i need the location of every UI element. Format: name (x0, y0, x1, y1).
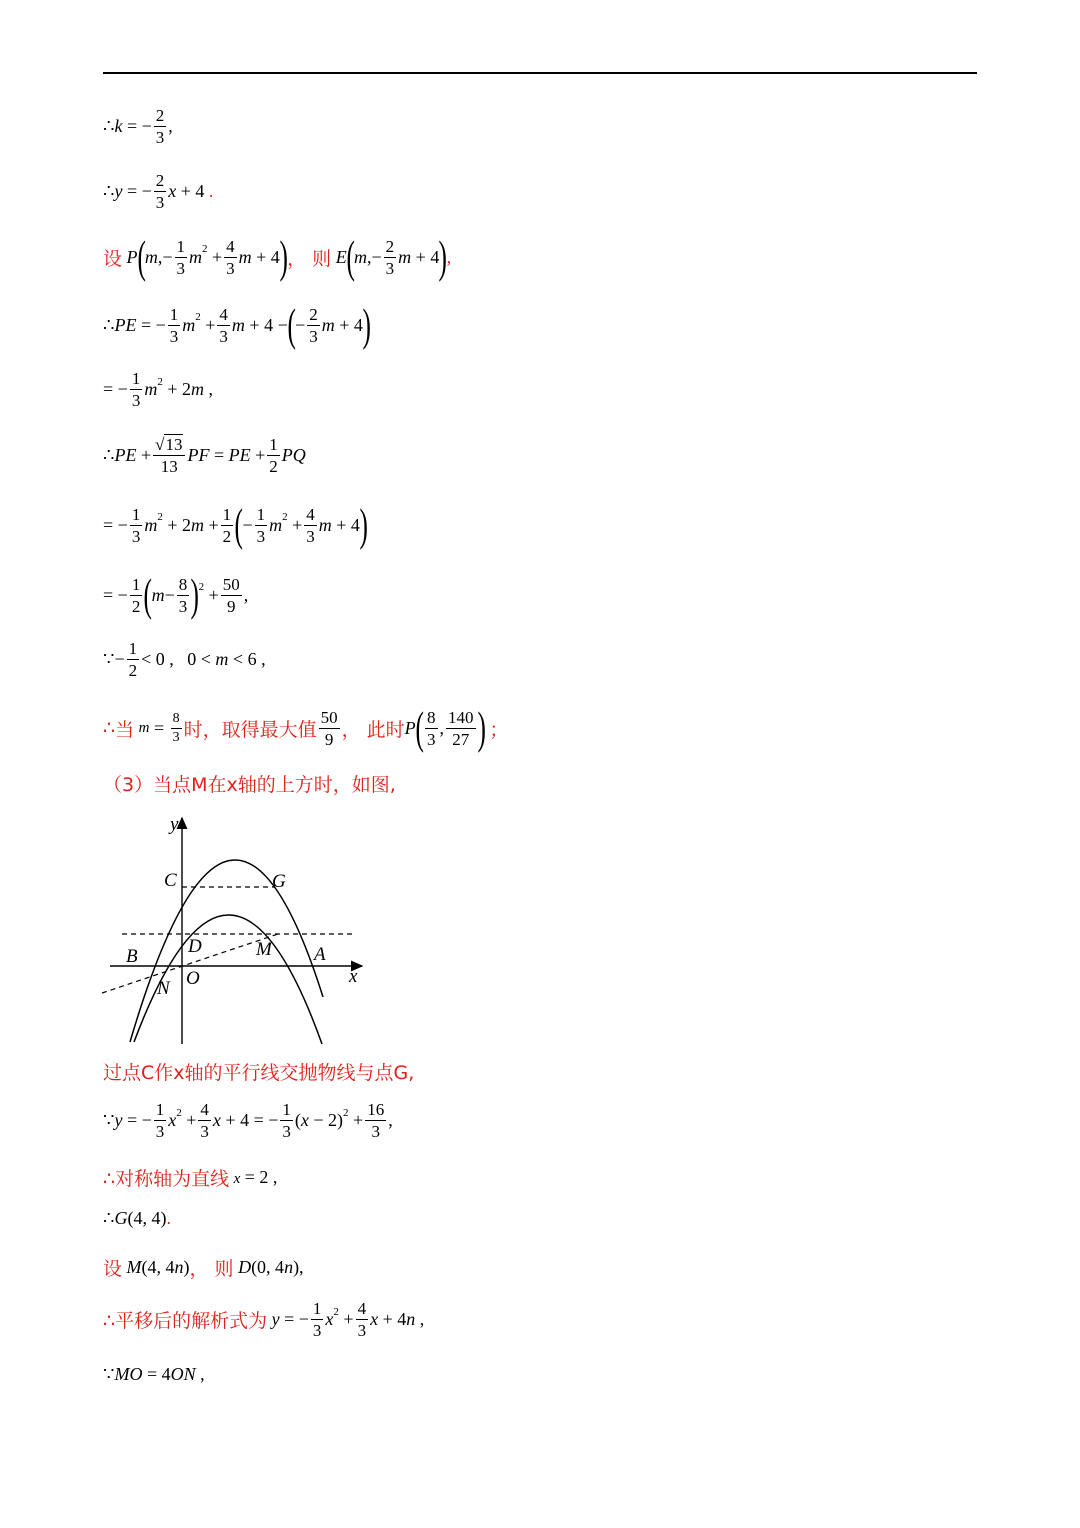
set-m-d: 设 M (4, 4 n ) ， 则 D (0, 4 n ), (103, 1257, 304, 1280)
label-m: M (256, 939, 272, 960)
math-line-max: ∴ 当 m = $\frac{8}{3}$ 时，取得最大值 $\frac{50}{9}$ ， 此时 P ( $\frac{8}{3}$ , $\frac{140}{27}$ ) ； (103, 702, 509, 753)
math-line-pe-simplified: = − $\frac{1}{3}$ m 2 + 2 m , (103, 369, 213, 410)
label-d: D (188, 936, 202, 957)
parabola-figure (100, 812, 370, 1052)
math-line-because: ∵ − $\frac{1}{2}$ < 0 , 0 < m < 6 , (103, 639, 266, 680)
construct-line: 过点C作x轴的平行线交抛物线与点G, (103, 1062, 415, 1084)
math-line-k: ∴ k = − $\frac{2}{3}$ , (103, 106, 173, 147)
label-a: A (314, 944, 326, 965)
math-line-pe: ∴ PE = − $\frac{1}{3}$ m 2 + $\frac{4}{3}$ m + 4 − ( − $\frac{2}{3}$ m + 4 ) (103, 299, 371, 350)
parabola-original (130, 860, 323, 1042)
label-g: G (272, 871, 286, 892)
label-c: C (164, 870, 177, 891)
label-o: O (186, 968, 200, 989)
label-b: B (126, 946, 138, 967)
translated-expression: ∴平移后的解析式为 y = − $\frac{1}{3}$ x 2 + $\frac{4}{3}$ x + 4 n , (103, 1299, 425, 1340)
header-rule (103, 72, 977, 74)
math-line-set-p: 设 P ( m ,− $\frac{1}{3}$ m 2 + $\frac{4}{3}$ m + 4 ) ， 则 E ( m ,− $\frac{2}{3}$ m + 4 ) , (103, 231, 452, 282)
part3-heading: （3）当点M在x轴的上方时，如图, (103, 774, 396, 796)
mo-on-relation: ∵ MO = 4 ON , (103, 1364, 205, 1384)
axis-of-symmetry: ∴对称轴为直线 x = 2 , (103, 1167, 278, 1190)
math-line-vertex-form: ∵ y = − $\frac{1}{3}$ x 2 + $\frac{4}{3}$ x + 4 = − $\frac{1}{3}$ ( x − 2) 2 + $\frac{16}{3}$ , (103, 1100, 393, 1141)
label-x: x (349, 966, 358, 987)
label-n: N (157, 978, 170, 999)
point-g: ∴ G (4, 4) . (103, 1208, 171, 1228)
math-line-y: ∴ y = − $\frac{2}{3}$ x + 4 . (103, 171, 214, 212)
label-y: y (170, 814, 179, 835)
math-line-vertex: = − $\frac{1}{2}$ ( m − $\frac{8}{3}$ ) 2 + $\frac{50}{9}$ , (103, 569, 249, 620)
therefore-symbol: ∴ (103, 116, 115, 136)
math-line-expand: = − $\frac{1}{3}$ m 2 + 2 m + $\frac{1}{2}$ ( − $\frac{1}{3}$ m 2 + $\frac{4}{3}$ m + 4 ) (103, 499, 368, 550)
math-line-sum: ∴ PE + $\frac{√13}{13}$ PF = PE + $\frac{1}{2}$ PQ (103, 435, 306, 476)
